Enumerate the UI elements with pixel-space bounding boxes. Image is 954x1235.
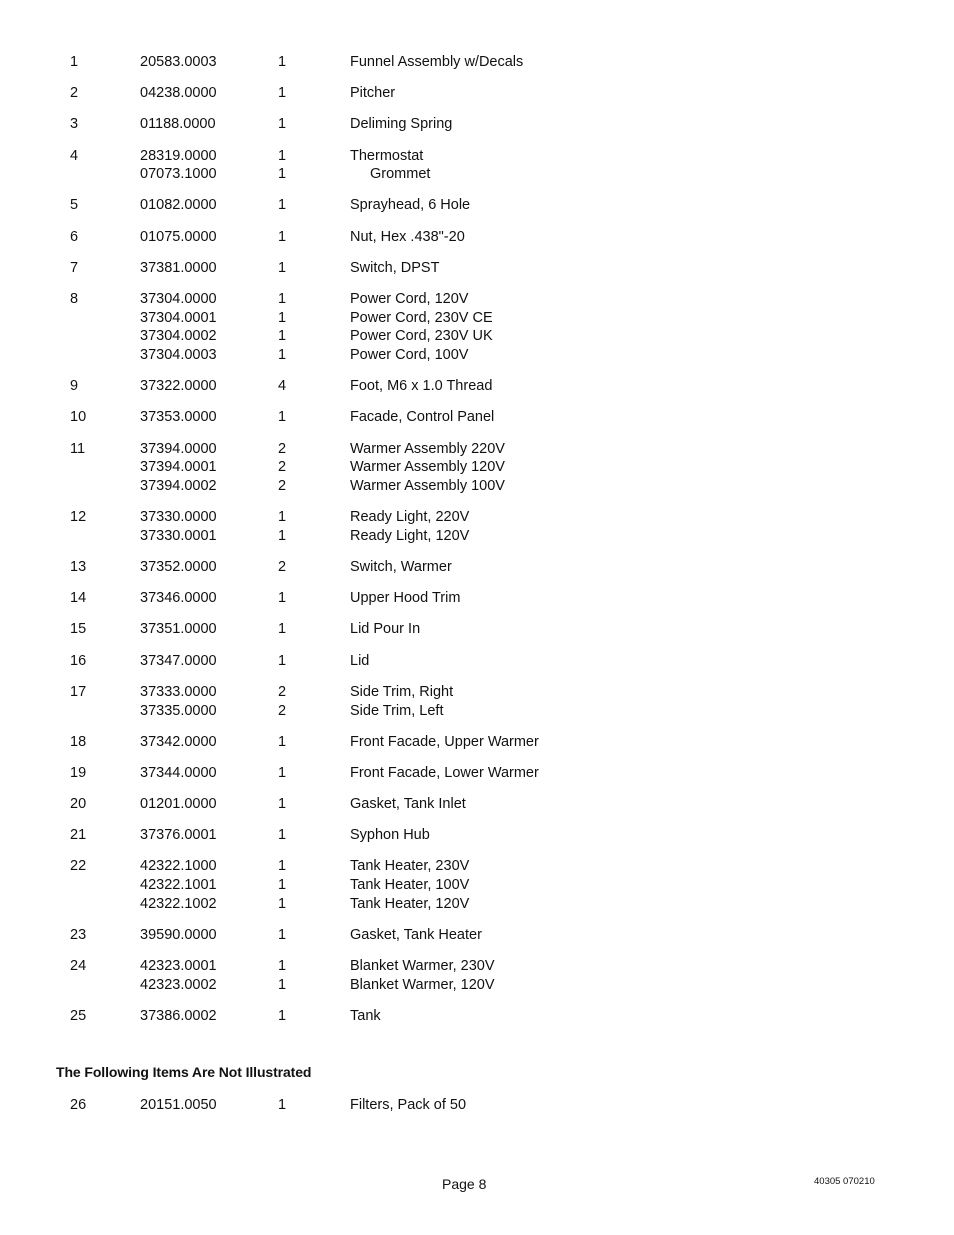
quantity-cell: [278, 147, 350, 184]
page-number: Page 8: [442, 1176, 487, 1192]
parts-group: [0, 147, 954, 197]
item-number: 22: [70, 858, 87, 875]
part-description: Funnel Assembly w/Decals: [350, 54, 524, 70]
item-number: 17: [70, 683, 87, 700]
part-number: 01188.0000: [140, 116, 216, 133]
quantity-cell: [278, 683, 350, 720]
part-description: Gasket, Tank Heater: [350, 927, 482, 943]
quantity-cell: [278, 196, 350, 215]
quantity-cell: [278, 259, 350, 278]
quantity-cell: [278, 620, 350, 639]
quantity: 1: [278, 116, 287, 133]
part-number-cell: [140, 795, 278, 814]
part-number: 39590.0000: [140, 927, 217, 943]
parts-group: [0, 857, 954, 926]
item-number: 25: [70, 1008, 87, 1025]
part-description: Warmer Assembly 100V: [350, 478, 505, 494]
parts-group: [0, 290, 954, 377]
quantity-cell: [278, 589, 350, 608]
part-number: 07073.1000: [140, 166, 217, 183]
quantity: 1: [278, 652, 287, 669]
description-cell: [350, 733, 954, 752]
description-cell: [350, 377, 954, 396]
parts-group: [0, 652, 954, 683]
part-description: Power Cord, 230V UK: [350, 328, 493, 345]
part-number-cell: [140, 440, 278, 496]
item-number-cell: [70, 826, 140, 845]
parts-group: [0, 228, 954, 259]
quantity: 1: [278, 291, 287, 307]
item-number-cell: [70, 1007, 140, 1026]
part-description: Power Cord, 100V: [350, 347, 469, 364]
item-number-cell: [70, 795, 140, 814]
part-number-cell: [140, 84, 278, 103]
quantity: 1: [278, 54, 287, 70]
parts-group: [0, 826, 954, 857]
part-description: Ready Light, 120V: [350, 527, 470, 544]
quantity: 1: [278, 166, 287, 183]
part-number: 37304.0000: [140, 291, 217, 307]
quantity: 1: [278, 197, 287, 214]
quantity-cell: [278, 290, 350, 365]
item-number-cell: [70, 683, 140, 720]
quantity: 1: [278, 85, 287, 102]
part-number: 42323.0002: [140, 976, 217, 993]
part-number-cell: [140, 228, 278, 247]
parts-group: [0, 115, 954, 146]
item-number-cell: [70, 589, 140, 608]
parts-group: [0, 1007, 954, 1026]
quantity: 1: [278, 895, 287, 912]
part-number-cell: [140, 377, 278, 396]
quantity: 1: [278, 590, 287, 607]
part-number-cell: [140, 957, 278, 994]
item-number: 12: [70, 509, 87, 526]
item-number: 21: [70, 827, 87, 844]
part-number: 37304.0003: [140, 347, 217, 364]
parts-group: [0, 683, 954, 733]
item-number-cell: [70, 733, 140, 752]
quantity: 2: [278, 702, 287, 719]
quantity: 2: [278, 683, 287, 700]
quantity-cell: [278, 926, 350, 945]
quantity-cell: [278, 440, 350, 496]
quantity: 1: [278, 796, 287, 813]
item-number: 2: [70, 85, 79, 102]
part-number: 37352.0000: [140, 559, 217, 576]
quantity: 1: [278, 1008, 287, 1025]
part-description: Side Trim, Right: [350, 683, 454, 700]
part-description: Lid Pour In: [350, 621, 421, 638]
description-cell: [350, 1096, 954, 1115]
part-number: 04238.0000: [140, 85, 217, 102]
description-cell: [350, 508, 954, 545]
item-number: 13: [70, 559, 87, 576]
description-cell: [350, 115, 954, 134]
part-description: Power Cord, 230V CE: [350, 309, 493, 326]
item-number: 4: [70, 147, 79, 164]
part-description: Gasket, Tank Inlet: [350, 796, 466, 813]
quantity-cell: [278, 558, 350, 577]
quantity-cell: [278, 53, 350, 72]
quantity-cell: [278, 957, 350, 994]
quantity-cell: [278, 733, 350, 752]
quantity-cell: [278, 795, 350, 814]
item-number: 16: [70, 652, 87, 669]
item-number-cell: [70, 115, 140, 134]
item-number-cell: [70, 558, 140, 577]
quantity: 2: [278, 478, 287, 494]
quantity: 1: [278, 733, 287, 750]
parts-group: [0, 196, 954, 227]
quantity-cell: [278, 857, 350, 913]
description-cell: [350, 84, 954, 103]
item-number-cell: [70, 377, 140, 396]
part-number: 37351.0000: [140, 621, 217, 638]
parts-group: [0, 84, 954, 115]
item-number: 26: [70, 1097, 87, 1113]
description-cell: [350, 826, 954, 845]
quantity-cell: [278, 1096, 350, 1115]
parts-group: [0, 259, 954, 290]
quantity-cell: [278, 115, 350, 134]
parts-group: [0, 957, 954, 1007]
part-description: Switch, Warmer: [350, 559, 452, 576]
quantity: 2: [278, 559, 287, 576]
part-description: Foot, M6 x 1.0 Thread: [350, 378, 493, 395]
item-number: 23: [70, 927, 87, 943]
description-cell: [350, 620, 954, 639]
part-description: Front Facade, Lower Warmer: [350, 764, 539, 781]
item-number-cell: [70, 764, 140, 783]
description-cell: [350, 196, 954, 215]
description-cell: [350, 408, 954, 427]
part-number: 37381.0000: [140, 259, 217, 276]
item-number: 6: [70, 228, 79, 245]
part-description: Tank Heater, 120V: [350, 895, 470, 912]
part-description: Nut, Hex .438"-20: [350, 228, 465, 245]
part-number: 37342.0000: [140, 733, 217, 750]
quantity-cell: [278, 228, 350, 247]
part-number-cell: [140, 196, 278, 215]
part-number: 20583.0003: [140, 54, 217, 70]
part-number-cell: [140, 408, 278, 427]
part-number: 37330.0001: [140, 527, 217, 544]
quantity: 1: [278, 409, 287, 426]
part-number: 37322.0000: [140, 378, 217, 395]
quantity: 1: [278, 509, 287, 526]
item-number: 8: [70, 291, 79, 307]
quantity: 1: [278, 309, 287, 326]
part-description: Warmer Assembly 120V: [350, 459, 505, 476]
item-number: 24: [70, 958, 87, 975]
quantity: 1: [278, 877, 287, 894]
quantity: 2: [278, 459, 287, 476]
part-description: Switch, DPST: [350, 259, 440, 276]
description-cell: [350, 589, 954, 608]
description-cell: [350, 926, 954, 945]
part-number: 37394.0001: [140, 459, 217, 476]
part-number-cell: [140, 53, 278, 72]
quantity: 1: [278, 328, 287, 345]
part-description: Side Trim, Left: [350, 702, 444, 719]
part-description: Sprayhead, 6 Hole: [350, 197, 471, 214]
item-number: 1: [70, 54, 79, 70]
part-number: 37394.0000: [140, 440, 217, 457]
part-number: 42322.1002: [140, 895, 217, 912]
part-description: Pitcher: [350, 85, 396, 102]
item-number-cell: [70, 53, 140, 72]
parts-group: [0, 558, 954, 589]
description-cell: [350, 683, 954, 720]
quantity-cell: [278, 652, 350, 671]
part-number: 42322.1000: [140, 858, 217, 875]
quantity: 1: [278, 527, 287, 544]
quantity: 2: [278, 440, 287, 457]
part-number: 37304.0001: [140, 309, 217, 326]
quantity: 1: [278, 259, 287, 276]
item-number: 20: [70, 796, 87, 813]
not-illustrated-list: [0, 1096, 954, 1115]
quantity: 1: [278, 228, 287, 245]
quantity-cell: [278, 408, 350, 427]
part-number: 37386.0002: [140, 1008, 217, 1025]
item-number-cell: [70, 652, 140, 671]
item-number-cell: [70, 147, 140, 184]
item-number-cell: [70, 620, 140, 639]
part-number-cell: [140, 683, 278, 720]
description-cell: [350, 53, 954, 72]
item-number-cell: [70, 926, 140, 945]
parts-group: [0, 1096, 954, 1115]
part-number: 42323.0001: [140, 958, 217, 975]
part-number-cell: [140, 733, 278, 752]
item-number: 14: [70, 590, 87, 607]
part-description: Lid: [350, 652, 370, 669]
quantity-cell: [278, 377, 350, 396]
parts-group: [0, 589, 954, 620]
part-number: 37376.0001: [140, 827, 217, 844]
parts-list: [0, 53, 954, 1026]
description-cell: [350, 764, 954, 783]
item-number: 19: [70, 764, 87, 781]
part-description: Facade, Control Panel: [350, 409, 495, 426]
part-description: Upper Hood Trim: [350, 590, 461, 607]
parts-group: [0, 440, 954, 509]
item-number-cell: [70, 508, 140, 545]
part-description: Warmer Assembly 220V: [350, 440, 505, 457]
item-number-cell: [70, 957, 140, 994]
item-number: 15: [70, 621, 87, 638]
part-description: Thermostat: [350, 147, 424, 164]
description-cell: [350, 228, 954, 247]
quantity: 1: [278, 958, 287, 975]
description-cell: [350, 957, 954, 994]
part-number: 37333.0000: [140, 683, 217, 700]
part-number-cell: [140, 147, 278, 184]
parts-group: [0, 408, 954, 439]
description-cell: [350, 1007, 954, 1026]
item-number: 18: [70, 733, 87, 750]
item-number: 11: [70, 440, 86, 457]
part-number-cell: [140, 508, 278, 545]
part-number: 37347.0000: [140, 652, 217, 669]
item-number: 3: [70, 116, 79, 133]
description-cell: [350, 652, 954, 671]
item-number-cell: [70, 857, 140, 913]
part-description: Grommet: [370, 166, 431, 183]
quantity-cell: [278, 764, 350, 783]
part-number: 37353.0000: [140, 409, 217, 426]
part-description: Tank Heater, 230V: [350, 858, 470, 875]
quantity: 1: [278, 976, 287, 993]
description-cell: [350, 440, 954, 496]
part-description: Filters, Pack of 50: [350, 1097, 467, 1113]
item-number-cell: [70, 259, 140, 278]
quantity: 1: [278, 858, 287, 875]
item-number-cell: [70, 290, 140, 365]
item-number: 7: [70, 259, 79, 276]
part-number-cell: [140, 115, 278, 134]
quantity-cell: [278, 508, 350, 545]
parts-group: [0, 508, 954, 558]
parts-group: [0, 377, 954, 408]
part-number: 01082.0000: [140, 197, 217, 214]
description-cell: [350, 259, 954, 278]
part-number: 37394.0002: [140, 478, 217, 494]
parts-group: [0, 764, 954, 795]
item-number: 5: [70, 197, 79, 214]
part-number: 42322.1001: [140, 877, 217, 894]
part-number: 37335.0000: [140, 702, 217, 719]
quantity-cell: [278, 1007, 350, 1026]
quantity: 1: [278, 147, 287, 164]
part-description: Syphon Hub: [350, 827, 430, 844]
part-number: 37330.0000: [140, 509, 217, 526]
section-header: The Following Items Are Not Illustrated: [56, 1064, 312, 1080]
part-number-cell: [140, 259, 278, 278]
part-number-cell: [140, 926, 278, 945]
part-description: Blanket Warmer, 120V: [350, 976, 495, 993]
quantity: 1: [278, 1097, 287, 1113]
parts-group: [0, 53, 954, 84]
description-cell: [350, 795, 954, 814]
parts-group: [0, 733, 954, 764]
part-number-cell: [140, 1096, 278, 1115]
part-number: 37344.0000: [140, 764, 217, 781]
document-code: 40305 070210: [814, 1176, 875, 1187]
part-number: 28319.0000: [140, 147, 217, 164]
quantity: 1: [278, 621, 287, 638]
quantity: 1: [278, 927, 287, 943]
part-number-cell: [140, 1007, 278, 1026]
item-number-cell: [70, 408, 140, 427]
parts-group: [0, 926, 954, 957]
part-description: Deliming Spring: [350, 116, 453, 133]
part-number-cell: [140, 589, 278, 608]
part-description: Power Cord, 120V: [350, 291, 469, 307]
description-cell: [350, 558, 954, 577]
part-description: Tank Heater, 100V: [350, 877, 470, 894]
item-number-cell: [70, 1096, 140, 1115]
quantity: 4: [278, 378, 287, 395]
description-cell: [350, 147, 954, 184]
part-description: Ready Light, 220V: [350, 509, 470, 526]
part-number: 01075.0000: [140, 228, 217, 245]
part-description: Tank: [350, 1008, 381, 1025]
item-number-cell: [70, 228, 140, 247]
part-number-cell: [140, 290, 278, 365]
description-cell: [350, 857, 954, 913]
part-number: 37346.0000: [140, 590, 217, 607]
part-number-cell: [140, 826, 278, 845]
part-description: Front Facade, Upper Warmer: [350, 733, 539, 750]
part-number: 01201.0000: [140, 796, 217, 813]
part-number-cell: [140, 857, 278, 913]
part-number-cell: [140, 652, 278, 671]
quantity-cell: [278, 826, 350, 845]
item-number-cell: [70, 440, 140, 496]
item-number: 9: [70, 378, 79, 395]
parts-group: [0, 620, 954, 651]
quantity-cell: [278, 84, 350, 103]
item-number: 10: [70, 409, 87, 426]
quantity: 1: [278, 764, 287, 781]
parts-group: [0, 795, 954, 826]
part-description: Blanket Warmer, 230V: [350, 958, 495, 975]
quantity: 1: [278, 827, 287, 844]
quantity: 1: [278, 347, 287, 364]
part-number-cell: [140, 764, 278, 783]
part-number: 20151.0050: [140, 1097, 217, 1113]
part-number-cell: [140, 620, 278, 639]
part-number-cell: [140, 558, 278, 577]
description-cell: [350, 290, 954, 365]
item-number-cell: [70, 84, 140, 103]
item-number-cell: [70, 196, 140, 215]
part-number: 37304.0002: [140, 328, 217, 345]
